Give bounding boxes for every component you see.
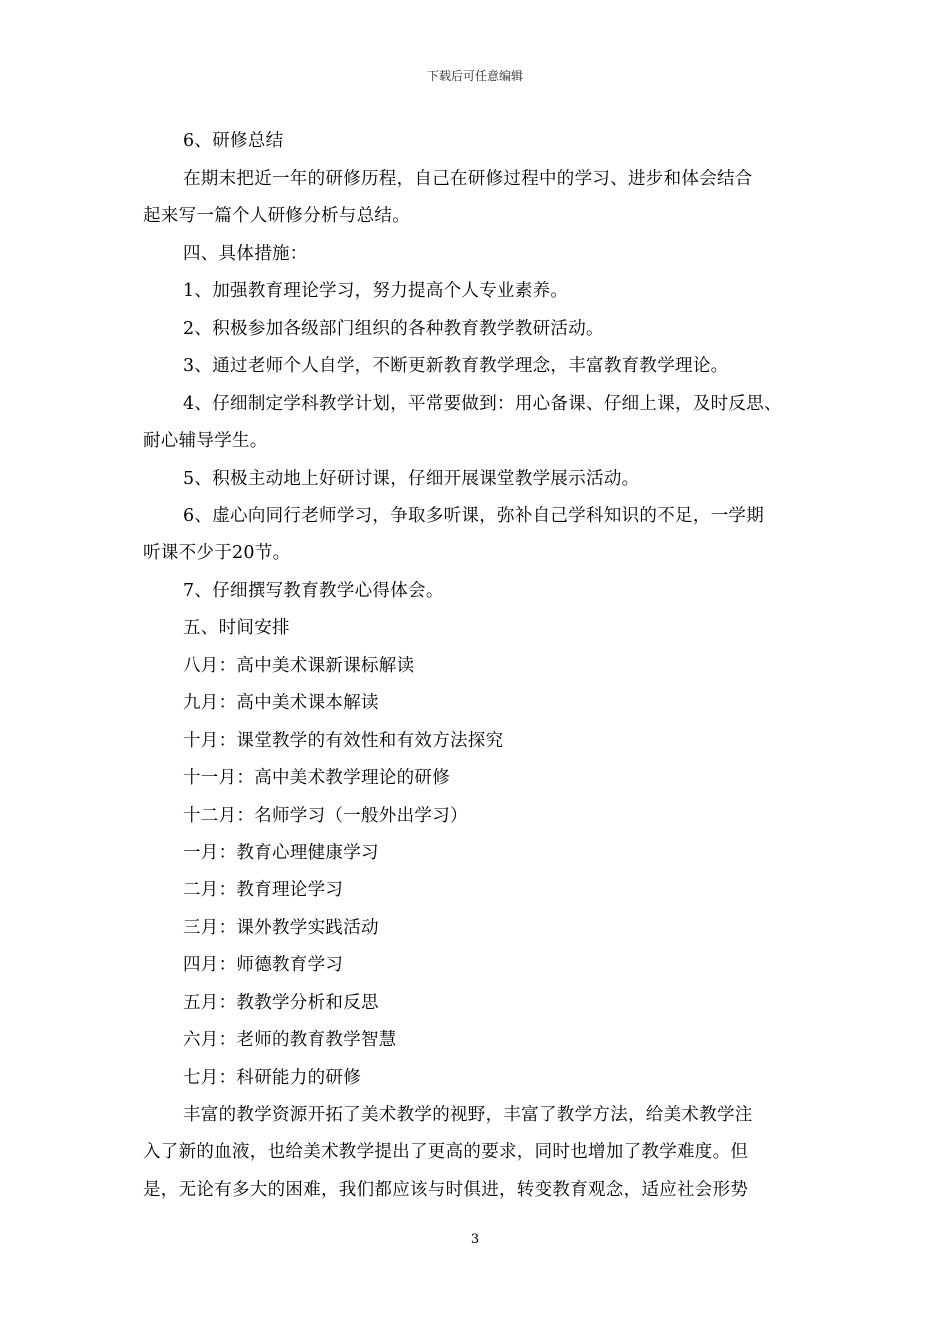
paragraph-line: 是，无论有多大的困难，我们都应该与时俱进，转变教育观念，适应社会形势 <box>143 1180 749 1200</box>
schedule-item: 一月：教育心理健康学习 <box>183 843 379 863</box>
schedule-item: 四月：师德教育学习 <box>183 955 344 975</box>
list-item: 3、通过老师个人自学，不断更新教育教学理念，丰富教育教学理论。 <box>183 356 729 376</box>
list-item: 6、虚心向同行老师学习，争取多听课，弥补自己学科知识的不足，一学期 <box>183 506 765 526</box>
list-item: 2、积极参加各级部门组织的各种教育教学教研活动。 <box>183 319 604 339</box>
list-item: 7、仔细撰写教育教学心得体会。 <box>183 581 444 601</box>
list-item-continuation: 耐心辅导学生。 <box>143 431 268 451</box>
list-item: 1、加强教育理论学习，努力提高个人专业素养。 <box>183 281 569 301</box>
schedule-item: 六月：老师的教育教学智慧 <box>183 1030 397 1050</box>
section-heading: 四、具体措施： <box>183 244 308 264</box>
schedule-item: 三月：课外教学实践活动 <box>183 918 379 938</box>
section-heading: 6、研修总结 <box>183 131 284 151</box>
schedule-item: 九月：高中美术课本解读 <box>183 693 379 713</box>
paragraph-line: 入了新的血液，也给美术教学提出了更高的要求，同时也增加了教学难度。但 <box>143 1142 749 1162</box>
schedule-item: 二月：教育理论学习 <box>183 880 344 900</box>
paragraph-line: 丰富的教学资源开拓了美术教学的视野，丰富了教学方法，给美术教学注 <box>183 1105 753 1125</box>
list-item-continuation: 听课不少于20节。 <box>143 543 291 563</box>
list-item: 5、积极主动地上好研讨课，仔细开展课堂教学展示活动。 <box>183 469 640 489</box>
schedule-item: 五月：教教学分析和反思 <box>183 993 379 1013</box>
paragraph-line: 在期末把近一年的研修历程，自己在研修过程中的学习、进步和体会结合 <box>183 169 753 189</box>
page-number: 3 <box>470 1232 480 1247</box>
paragraph-line: 起来写一篇个人研修分析与总结。 <box>143 206 410 226</box>
section-heading: 五、时间安排 <box>183 618 290 638</box>
schedule-item: 十一月：高中美术教学理论的研修 <box>183 768 450 788</box>
schedule-item: 十月：课堂教学的有效性和有效方法探究 <box>183 731 504 751</box>
page-header: 下载后可任意编辑 <box>426 69 523 83</box>
schedule-item: 八月：高中美术课新课标解读 <box>183 656 415 676</box>
schedule-item: 十二月：名师学习（一般外出学习） <box>183 806 468 826</box>
schedule-item: 七月：科研能力的研修 <box>183 1068 361 1088</box>
list-item: 4、仔细制定学科教学计划，平常要做到：用心备课、仔细上课，及时反思、 <box>183 394 782 414</box>
